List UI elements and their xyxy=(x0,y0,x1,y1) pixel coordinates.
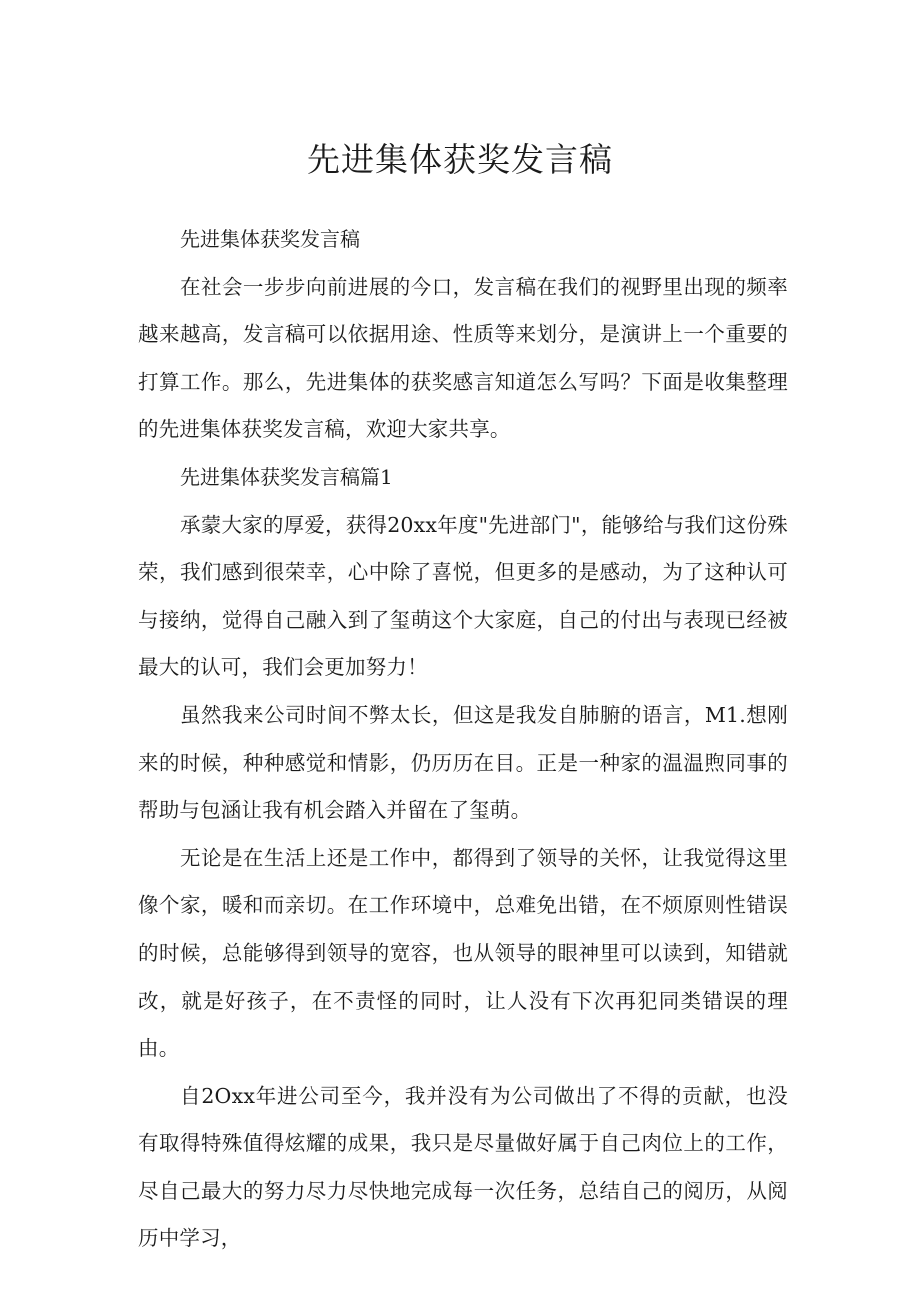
body-paragraph-3: 无论是在生活上还是工作中，都得到了领导的关怀，让我觉得这里像个家，暖和而亲切。在工作环境中，总难免出错，在不烦原则性错误的时候，总能够得到领导的宽容，也从领导的眼神里可以读到，知错就改，就是好孩子，在不责怪的同时，让人没有下次再犯同类错误的理由。 xyxy=(138,845,788,1061)
body-paragraph-2: 虽然我来公司时间不弊太长，但这是我发自肺腑的语言，M1.想刚来的时候，种种感觉和情影，仍历历在目。正是一种家的温温煦同事的帮助与包涵让我有机会踏入并留在了玺萌。 xyxy=(138,702,788,823)
document-title: 先进集体获奖发言稿 xyxy=(307,140,613,179)
intro-paragraph: 在社会一步步向前进展的今口，发言稿在我们的视野里出现的频率越来越高，发言稿可以依据用途、性质等来划分，是演讲上一个重要的打算工作。那么，先进集体的获奖感言知道怎么写吗？下面是收集整理的先进集体获奖发言稿，欢迎大家共享。 xyxy=(138,274,788,442)
section-heading: 先进集体获奖发言稿篇1 xyxy=(180,464,393,489)
document-subtitle: 先进集体获奖发言稿 xyxy=(180,227,360,251)
body-paragraph-4: 自2Oxx年进公司至今，我并没有为公司做出了不得的贡献，也没有取得特殊值得炫耀的成果，我只是尽量做好属于自己肉位上的工作，尽自己最大的努力尽力尽快地完成每一次任务，总结自己的阅历，从阅历中学习， xyxy=(138,1083,788,1251)
document-body xyxy=(138,216,788,1263)
body-paragraph-1: 承蒙大家的厚爱，获得20xx年度"先进部门"，能够给与我们这份殊荣，我们感到很荣幸，心中除了喜悦，但更多的是感动，为了这种认可与接纳，觉得自己融入到了玺萌这个大家庭，自己的付出与表现已经被最大的认可，我们会更加努力！ xyxy=(138,512,788,680)
